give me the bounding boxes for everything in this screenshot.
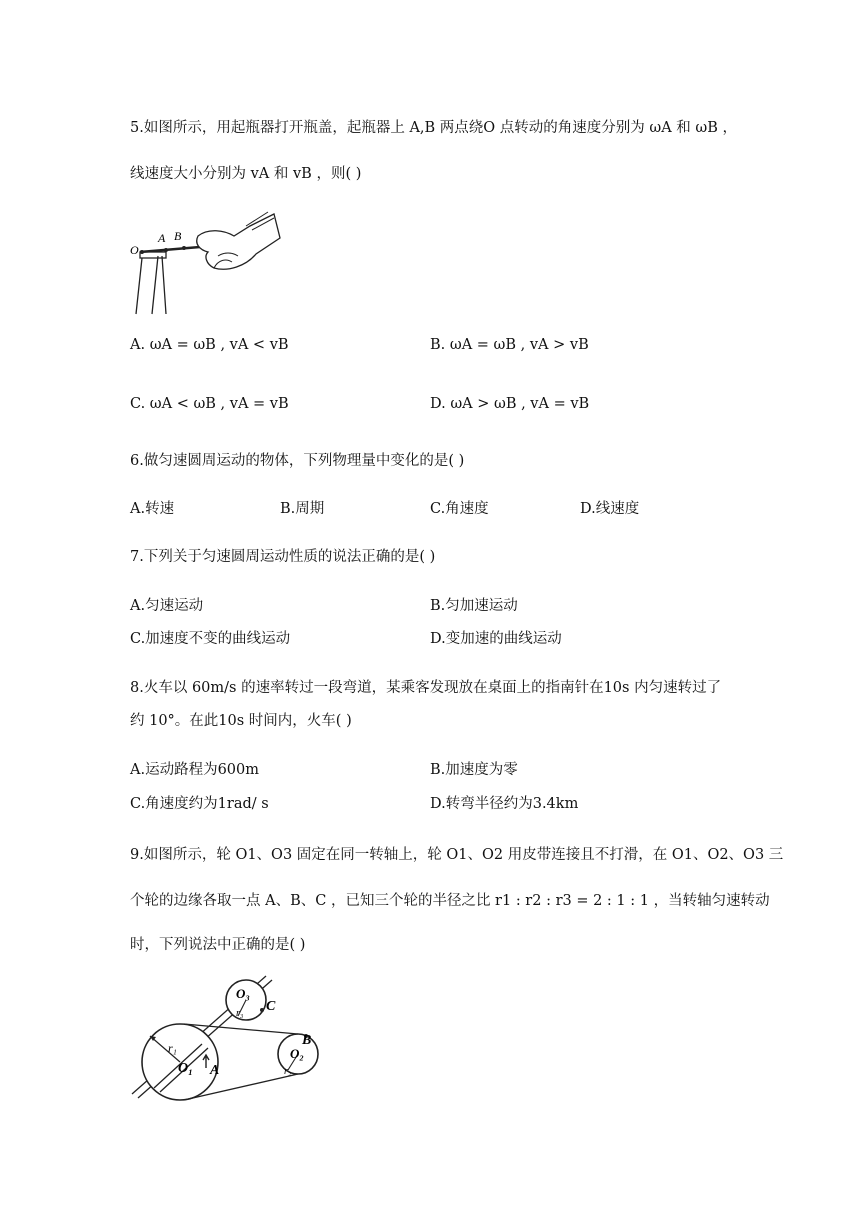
fig-label-r3: r₃ [236,1008,244,1019]
fig-label-o3: O₃ [236,986,250,1001]
q8-option-a: A.运动路程为600m [130,762,260,778]
fig-label-o2: O₂ [290,1046,304,1061]
q7-option-c: C.加速度不变的曲线运动 [130,631,291,647]
q7-option-d: D.变加速的曲线运动 [430,631,562,647]
q8-option-b: B.加速度为零 [430,762,518,778]
q6-option-c: C.角速度 [430,501,489,517]
q7-stem: 7.下列关于匀速圆周运动性质的说法正确的是( ) [130,549,436,565]
q6-stem: 6.做匀速圆周运动的物体，下列物理量中变化的是( ) [130,453,465,469]
fig-label-a: A [158,231,166,245]
q7-option-a: A.匀速运动 [130,598,204,614]
bottle-opener-figure [128,208,288,318]
q8-stem-line2: 约 10°。在此10s 时间内，火车( ) [130,713,352,729]
fig-label-r1: r₁ [168,1041,177,1055]
q8-option-c: C.角速度约为1rad/ s [130,796,269,812]
q6-option-a: A.转速 [130,501,175,517]
q8-option-d: D.转弯半径约为3.4km [430,796,579,812]
fig-label-o1: O₁ [178,1061,193,1076]
pulley-figure [128,972,338,1102]
q5-option-d: D. ωA > ωB , vA = vB [430,396,590,412]
q5-option-c: C. ωA < ωB , vA = vB [130,396,289,412]
q5-option-b: B. ωA = ωB , vA > vB [430,337,589,353]
fig-label-r2: r₂ [284,1066,292,1077]
q6-option-d: D.线速度 [580,501,640,517]
q9-stem-line2: 个轮的边缘各取一点 A、B、C ，已知三个轮的半径之比 r1 : r2 : r3 = 2 : 1 : 1 ，当转轴匀速转动 [130,893,770,909]
fig-label-c: C [266,999,276,1014]
q9-stem-line1: 9.如图所示，轮 O1、O3 固定在同一转轴上，轮 O1、O2 用皮带连接且不打滑，在 O1、O2、O3 三 [130,847,784,863]
q5-option-a: A. ωA = ωB , vA < vB [130,337,289,353]
q6-option-b: B.周期 [280,501,325,517]
fig-label-b: B [174,229,182,243]
q9-stem-line3: 时，下列说法中正确的是( ) [130,937,306,953]
q5-stem-line2: 线速度大小分别为 vA 和 vB ，则( ) [130,166,362,182]
q7-option-b: B.匀加速运动 [430,598,518,614]
q8-stem-line1: 8.火车以 60m/s 的速率转过一段弯道，某乘客发现放在桌面上的指南针在10s 内匀速转过了 [130,680,722,696]
q5-stem-line1: 5.如图所示，用起瓶器打开瓶盖，起瓶器上 A,B 两点绕O 点转动的角速度分别为 ωA 和 ωB ， [130,120,737,136]
fig-label-a: A [210,1063,220,1078]
fig-label-o: O [130,243,139,257]
fig-label-b: B [302,1033,312,1048]
